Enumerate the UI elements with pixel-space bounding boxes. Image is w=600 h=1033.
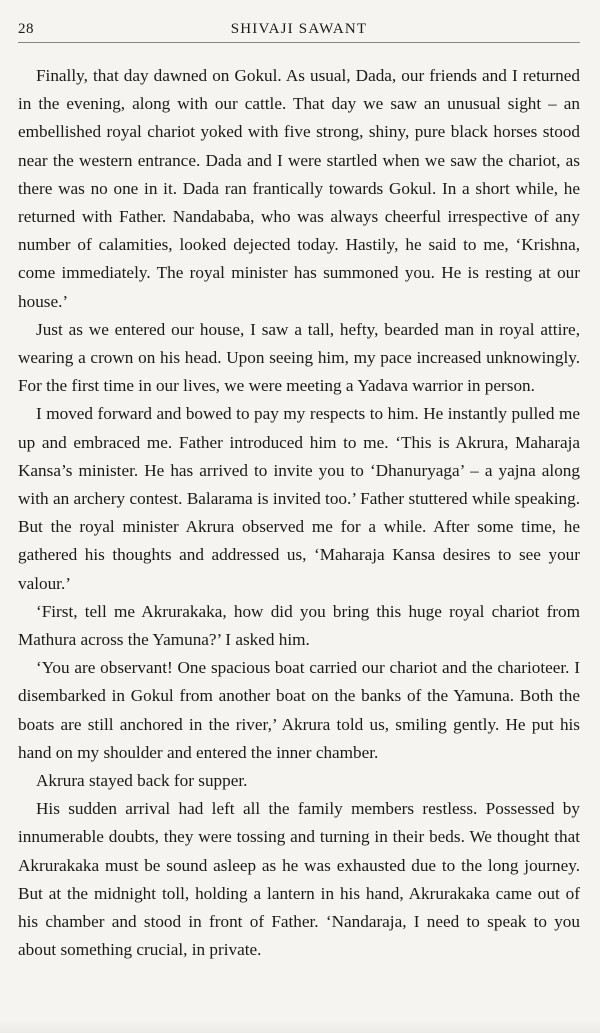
paragraph: ‘First, tell me Akrurakaka, how did you bring this huge royal chariot from Mathura across the Yamuna?’ I asked him.: [18, 601, 580, 650]
paragraph: I moved forward and bowed to pay my respects to him. He instantly pulled me up and embraced me. Father introduced him to me. ‘This is Akrura, Maharaja Kansa’s minister. He has arrived to invite you to ‘Dhanuryaga’ – a yajna along with an archery contest. Balarama is invited too.’ Father stuttered while speaking. But the royal minister Akrura observed me for a while. After some time, he gathered his thoughts and addressed us, ‘Maharaja Kansa desires to see your valour.’: [18, 404, 580, 593]
page-number: 28: [18, 21, 34, 37]
paragraph: ‘You are observant! One spacious boat carried our chariot and the charioteer. I disembarked in Gokul from another boat on the banks of the Yamuna. Both the boats are still anchored in the river,’ Akrura told us, smiling gently. He put his hand on my shoulder and entered the inner chamber.: [18, 658, 580, 762]
running-header: [18, 14, 580, 43]
page-bottom-edge: [0, 1019, 600, 1033]
paragraph: His sudden arrival had left all the family members restless. Possessed by innumerable doubts, they were tossing and turning in their beds. We thought that Akrurakaka must be sound asleep as he was exhausted due to the long journey. But at the midnight toll, holding a lantern in his hand, Akrurakaka came out of his chamber and stood in front of Father. ‘Nandaraja, I need to speak to you about something crucial, in private.: [18, 799, 580, 960]
body-text: [18, 62, 580, 965]
book-title: SHIVAJI SAWANT: [230, 21, 368, 37]
paragraph: Akrura stayed back for supper.: [36, 771, 248, 791]
paragraph: Just as we entered our house, I saw a tall, hefty, bearded man in royal attire, wearing a crown on his head. Upon seeing him, my pace increased unknowingly. For the first time in our lives, we were meeting a Yadava warrior in person.: [18, 319, 580, 396]
paragraph: Finally, that day dawned on Gokul. As usual, Dada, our friends and I returned in the evening, along with our cattle. That day we saw an unusual sight – an embellished royal chariot yoked with five strong, shiny, pure black horses stood near the western entrance. Dada and I were startled when we saw the chariot, as there was no one in it. Dada ran frantically towards Gokul. In a short while, he returned with Father. Nandababa, who was always cheerful irrespective of any number of calamities, looked dejected today. Hastily, he said to me, ‘Krishna, come immediately. The royal minister has summoned you. He is resting at our house.’: [18, 66, 580, 311]
